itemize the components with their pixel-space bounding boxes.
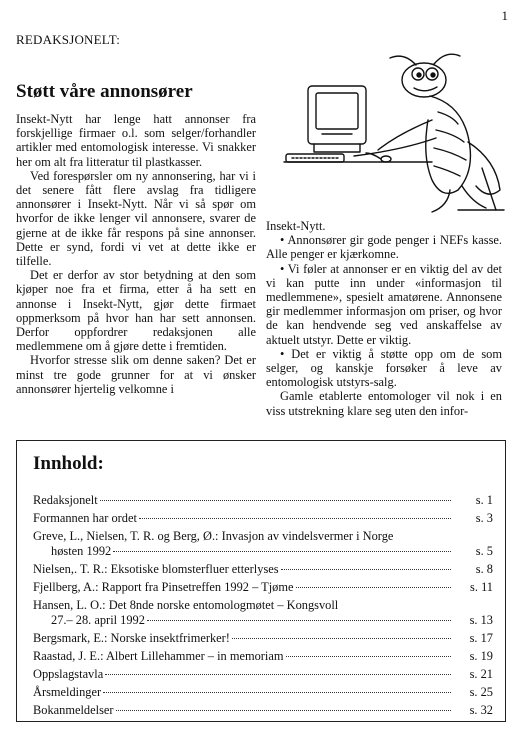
toc-entry[interactable] [33, 631, 493, 646]
toc-leader-dots [281, 569, 451, 570]
toc-entry[interactable] [33, 667, 493, 682]
bullet-3: • Det er viktig å støtte opp om de som selger, og kanskje forsøker å leve av entomologisk utstyrs-salg. [266, 346, 502, 390]
toc-leader-dots [105, 674, 451, 675]
toc-entry-title: Formannen har ordet [33, 511, 137, 525]
toc-list [33, 493, 493, 721]
bullet-1: • Annonsører gir gode penger i NEFs kasse. Alle penger er kjærkomne. [266, 233, 502, 262]
paragraph-4: Hvorfor stresse slik om denne saken? Det er minst tre gode grunner for at vi ønsker annonsører hjertelig velkomne i [16, 353, 256, 396]
toc-page-number: s. 21 [469, 667, 493, 681]
article-column-left [16, 112, 256, 396]
toc-leader-dots [103, 692, 451, 693]
toc-entry-title: Redaksjonelt [33, 493, 98, 507]
toc-entry-title: Bokanmeldelser [33, 703, 114, 717]
toc-leader-dots [113, 551, 451, 552]
paragraph-2: Ved forespørsler om ny annonsering, har vi i det senere fått flere avslag fra tidligere annonsører i Insekt-Nytt. Når vi så spør om hvorfor de ikke lenger vil annonsere, svarer de gjerne at de ikke får respons på sine annonser. Dette er synd, fordi vi vet at dette ikke er tilfelle. [16, 168, 256, 269]
paragraph-5: Insekt-Nytt. [266, 219, 326, 233]
toc-leader-dots [232, 638, 451, 639]
section-label: REDAKSJONELT: [16, 32, 121, 47]
table-of-contents [16, 440, 506, 722]
toc-page-number: s. 8 [475, 562, 493, 576]
toc-page-number: s. 17 [469, 631, 493, 645]
toc-page-number: s. 32 [469, 703, 493, 717]
toc-page-number: s. 5 [475, 544, 493, 558]
toc-entry-title: 27.– 28. april 1992 [51, 613, 145, 627]
toc-entry-title: Greve, L., Nielsen, T. R. og Berg, Ø.: Invasjon av vindelsvermer i Norge [33, 529, 394, 543]
toc-leader-dots [139, 518, 451, 519]
toc-leader-dots [296, 587, 451, 588]
article-title: Støtt våre annonsører [16, 81, 193, 102]
toc-entry-title: Fjellberg, A.: Rapport fra Pinsetreffen 1992 – Tjøme [33, 580, 294, 594]
toc-leader-dots [116, 710, 451, 711]
toc-entry-title: Hansen, L. O.: Det 8nde norske entomologmøtet – Kongsvoll [33, 598, 339, 612]
toc-page-number: s. 19 [469, 649, 493, 663]
toc-entry-title: høsten 1992 [51, 544, 112, 558]
toc-leader-dots [147, 620, 451, 621]
bullet-2: • Vi føler at annonser er en viktig del av det vi kan putte inn under «informasjon til medlemmene», spesielt amatørene. Annonsene gir medlemmer informasjon om priser, og hvor de kan hendvende seg ved anskaffelse av aktuelt utstyr. Dette er viktig. [266, 261, 502, 347]
toc-page-number: s. 1 [475, 493, 493, 507]
toc-entry[interactable] [33, 562, 493, 577]
toc-entry[interactable] [33, 685, 493, 700]
toc-title: Innhold: [33, 453, 104, 474]
toc-page-number: s. 3 [475, 511, 493, 525]
toc-entry-title: Årsmeldinger [33, 685, 102, 699]
paragraph-3: Det er derfor av stor betydning at den som kjøper noe fra et firma, etter å ha sett en annonse i Insekt-Nytt, gjør dette firmaet oppmerksom på hvor han har sett annonsen. Derfor oppfordrer redaksjonen alle medlemmene om å gjøre dette i fremtiden. [16, 268, 256, 354]
toc-entry[interactable] [33, 580, 493, 595]
toc-entry[interactable] [33, 703, 493, 718]
toc-entry-title: Bergsmark, E.: Norske insektfrimerker! [33, 631, 230, 645]
page-number: 1 [501, 8, 508, 23]
toc-leader-dots [286, 656, 451, 657]
toc-entry[interactable] [33, 493, 493, 508]
toc-entry[interactable] [33, 529, 493, 559]
toc-page-number: s. 11 [470, 580, 493, 594]
toc-leader-dots [100, 500, 451, 501]
toc-entry[interactable] [33, 511, 493, 526]
paragraph-1: Insekt-Nytt har lenge hatt annonser fra forskjellige firmaer o.l. som selger/forhandler artikler med entomologisk interesse. Vi snakker her om alt fra litteratur til plastkasser. [16, 112, 256, 169]
toc-entry[interactable] [33, 598, 493, 628]
toc-entry-title: Nielsen,. T. R.: Eksotiske blomsterfluer etterlyses [33, 562, 279, 576]
toc-entry-title: Raastad, J. E.: Albert Lillehammer – in memoriam [33, 649, 284, 663]
toc-page-number: s. 13 [469, 613, 493, 627]
insect-computer-illustration [282, 50, 510, 220]
paragraph-6: Gamle etablerte entomologer vil nok i en viss utstrekning klare seg uten den infor- [266, 389, 502, 418]
toc-page-number: s. 25 [469, 685, 493, 699]
toc-entry-title: Oppslagstavla [33, 667, 104, 681]
article-column-right [266, 219, 502, 418]
toc-entry[interactable] [33, 649, 493, 664]
